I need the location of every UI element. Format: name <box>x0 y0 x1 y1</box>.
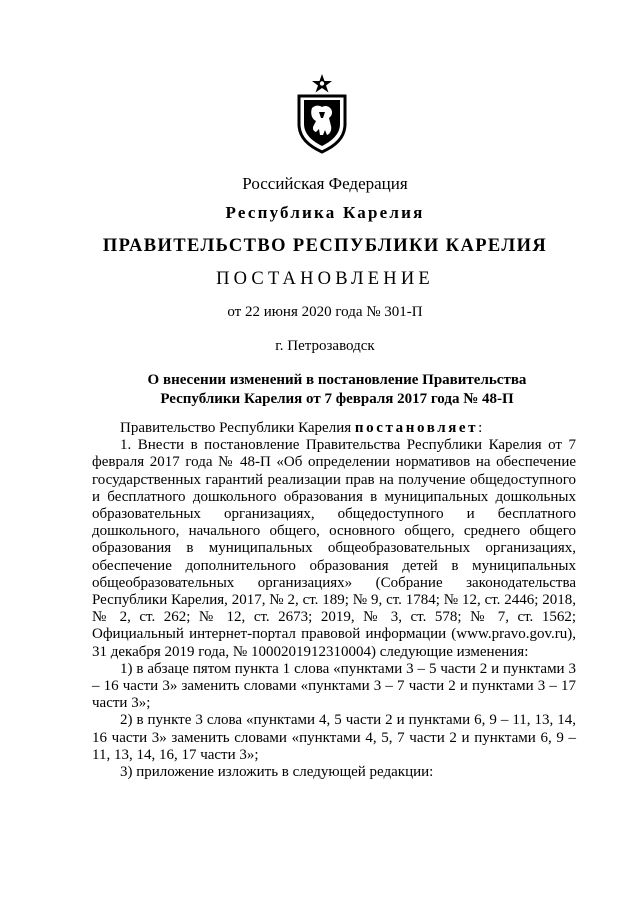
list-item-3: 3) приложение изложить в следующей редакции: <box>120 764 434 781</box>
document-title <box>92 371 582 409</box>
country-name: Российская Федерация <box>242 174 408 193</box>
republic-name: Республика Карелия <box>225 203 425 222</box>
karelia-coat-of-arms-icon <box>295 72 349 154</box>
document-type: ПОСТАНОВЛЕНИЕ <box>216 269 434 289</box>
government-name: ПРАВИТЕЛЬСТВО РЕСПУБЛИКИ КАРЕЛИЯ <box>102 236 548 256</box>
document-city: г. Петрозаводск <box>275 338 375 354</box>
list-item-1: 1) в абзаце пятом пункта 1 слова «пунктами 3 – 5 части 2 и пунктами 3 – 16 части 3» заменить словами «пунктами 3 – 7 части 2 и пунктами 3 – 17 части 3»; <box>92 660 576 712</box>
preamble <box>92 420 576 437</box>
document-body <box>92 420 576 781</box>
list-item-2: 2) в пункте 3 слова «пунктами 4, 5 части 2 и пунктами 6, 9 – 11, 13, 14, 16 части 3» заменить словами «пунктами 4, 5, 7 части 2 и пунктами 6, 9 – 11, 13, 14, 16, 17 части 3»; <box>92 712 576 763</box>
paragraph-1: 1. Внести в постановление Правительства Республики Карелия от 7 февраля 2017 года № 48-П «Об определении нормативов на обеспечение государственных гарантий реализации прав на получение общедоступного и бесплатного дошкольного образования в муниципальных дошкольных образовательных организациях, общедоступного и бесплатного дошкольного, начального общего, основного общего, среднего общего образования в муниципальных общеобразовательных организациях, обеспечение дополнительного образования детей в муниципальных общеобразовательных организациях» (Собрание законодательства Республики Карелия, 2017, № 2, ст. 189; № 9, ст. 1784; № 12, ст. 2446; 2018, № 2, ст. 262; № 12, ст. 2673; 2019, № 3, ст. 578; № 7, ст. 1562; Официальный интернет-портал правовой информации (www.pravo.gov.ru), 31 декабря 2019 года, № 1000201912310004) следующие изменения: <box>92 437 576 660</box>
preamble-text: Правительство Республики Карелия <box>120 420 352 436</box>
preamble-colon: : <box>478 420 483 436</box>
title-line-1: О внесении изменений в постановление Правительства <box>147 372 527 388</box>
title-line-2: Республики Карелия от 7 февраля 2017 года № 48-П <box>160 391 514 407</box>
document-date-number: от 22 июня 2020 года № 301-П <box>227 304 423 320</box>
preamble-resolves: постановляет <box>354 420 479 436</box>
